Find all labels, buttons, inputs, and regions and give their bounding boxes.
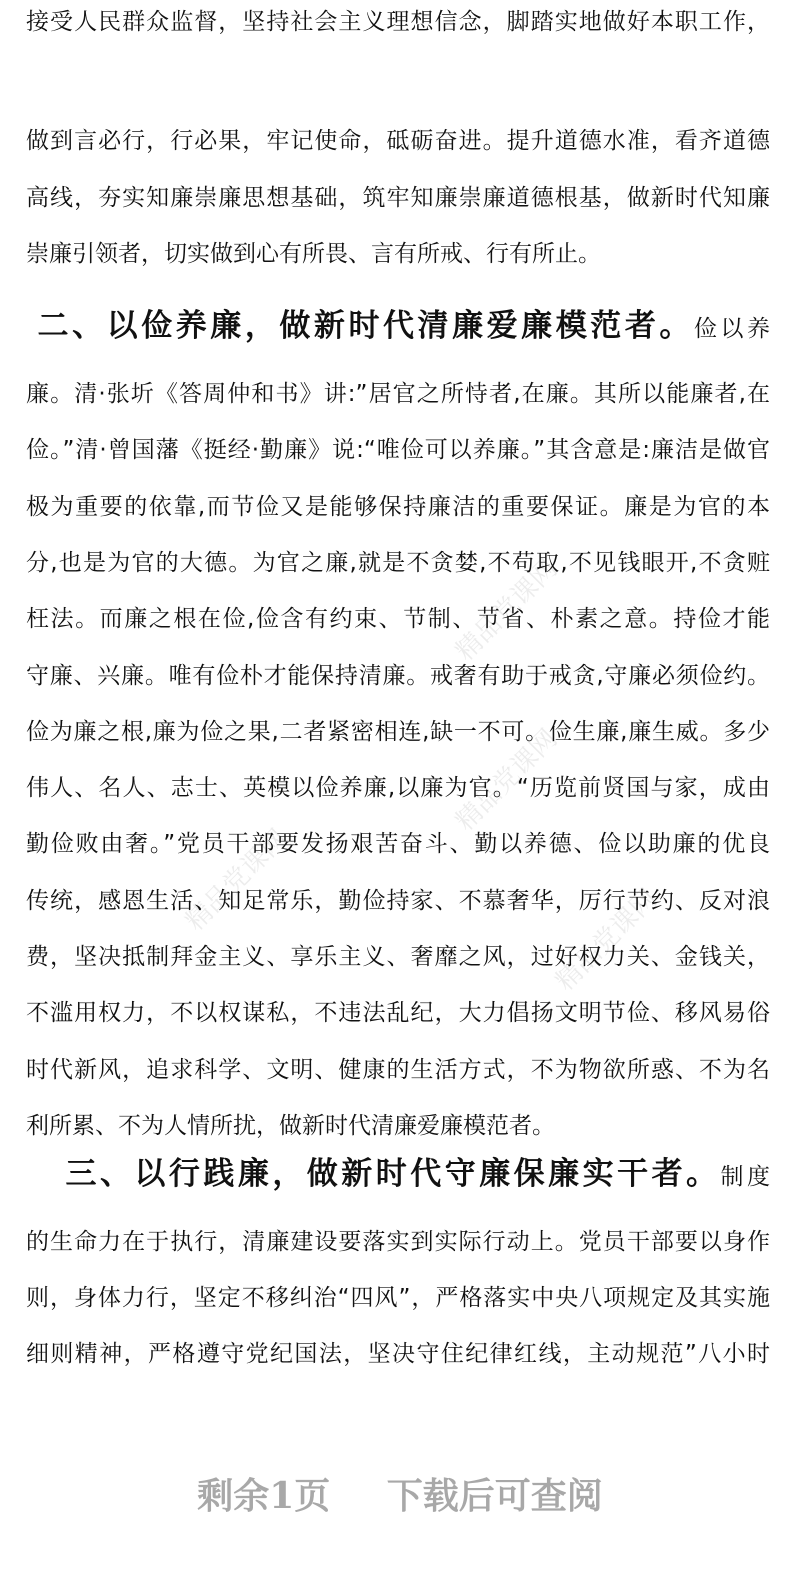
download-prompt[interactable]	[0, 1468, 800, 1519]
paragraph-line: 勤俭败由奢。”党员干部要发扬艰苦奋斗、勤以养德、俭以助廉的优良	[26, 831, 770, 857]
paragraph-line: 伟人、名人、志士、英模以俭养廉,以廉为官。“历览前贤国与家，成由	[26, 775, 770, 801]
paragraph-line: 不滥用权力，不以权谋私，不违法乱纪，大力倡扬文明节俭、移风易俗	[26, 1000, 770, 1026]
paragraph-line: 枉法。而廉之根在俭,俭含有约束、节制、节省、朴素之意。持俭才能	[26, 606, 770, 632]
paragraph-line: 高线，夯实知廉崇廉思想基础，筑牢知廉崇廉道德根基，做新时代知廉	[26, 185, 770, 211]
paragraph-line: 传统，感恩生活、知足常乐，勤俭持家、不慕奢华，厉行节约、反对浪	[26, 888, 770, 914]
paragraph-line: 时代新风，追求科学、文明、健康的生活方式，不为物欲所惑、不为名	[26, 1057, 770, 1083]
paragraph-line: 接受人民群众监督，坚持社会主义理想信念，脚踏实地做好本职工作，	[26, 9, 770, 35]
paragraph-line: 极为重要的依靠,而节俭又是能够保持廉洁的重要保证。廉是为官的本	[26, 494, 770, 520]
watermark: 精品党课网	[450, 553, 564, 667]
section-title: 三、以行践廉，做新时代守廉保廉实干者。	[62, 1156, 721, 1192]
section-heading-2	[26, 308, 771, 344]
paragraph-line: 廉。清·张圻《答周仲和书》讲:”居官之所恃者,在廉。其所以能廉者,在	[26, 381, 770, 407]
paragraph-line: 做到言必行，行必果，牢记使命，砥砺奋进。提升道德水准，看齐道德	[26, 128, 770, 154]
section-lead: 俭以养	[693, 316, 771, 342]
watermark: 精品党课网	[550, 883, 664, 997]
section-lead: 制度	[720, 1164, 771, 1190]
paragraph-line: 俭为廉之根,廉为俭之果,二者紧密相连,缺一不可。俭生廉,廉生威。多少	[26, 719, 770, 745]
paragraph-line: 崇廉引领者，切实做到心有所畏、言有所戒、行有所止。	[26, 241, 601, 267]
download-to-view-label[interactable]: 下载后可查阅	[386, 1475, 603, 1517]
remaining-pages-label: 剩余1页	[197, 1475, 331, 1517]
paragraph-line: 细则精神，严格遵守党纪国法，坚决守住纪律红线，主动规范”八小时	[26, 1341, 770, 1367]
watermark: 精品党课网	[450, 723, 564, 837]
paragraph-line: 的生命力在于执行，清廉建设要落实到实际行动上。党员干部要以身作	[26, 1229, 770, 1255]
paragraph-line: 费，坚决抵制拜金主义、享乐主义、奢靡之风，过好权力关、金钱关，	[26, 944, 770, 970]
paragraph-line: 守廉、兴廉。唯有俭朴才能保持清廉。戒奢有助于戒贪,守廉必须俭约。	[26, 663, 770, 689]
section-heading-3	[26, 1156, 771, 1192]
paragraph-line: 分,也是为官的大德。为官之廉,就是不贪婪,不苟取,不见钱眼开,不贪赃	[26, 550, 770, 576]
watermark: 精品党课网	[180, 823, 294, 937]
section-title: 二、以俭养廉，做新时代清廉爱廉模范者。	[34, 308, 694, 344]
paragraph-line: 则，身体力行，坚定不移纠治“四风”，严格落实中央八项规定及其实施	[26, 1285, 770, 1311]
paragraph-line: 俭。”清·曾国藩《挺经·勤廉》说:“唯俭可以养廉。”其含意是:廉洁是做官	[26, 437, 770, 463]
paragraph-line: 利所累、不为人情所扰，做新时代清廉爱廉模范者。	[26, 1113, 555, 1139]
